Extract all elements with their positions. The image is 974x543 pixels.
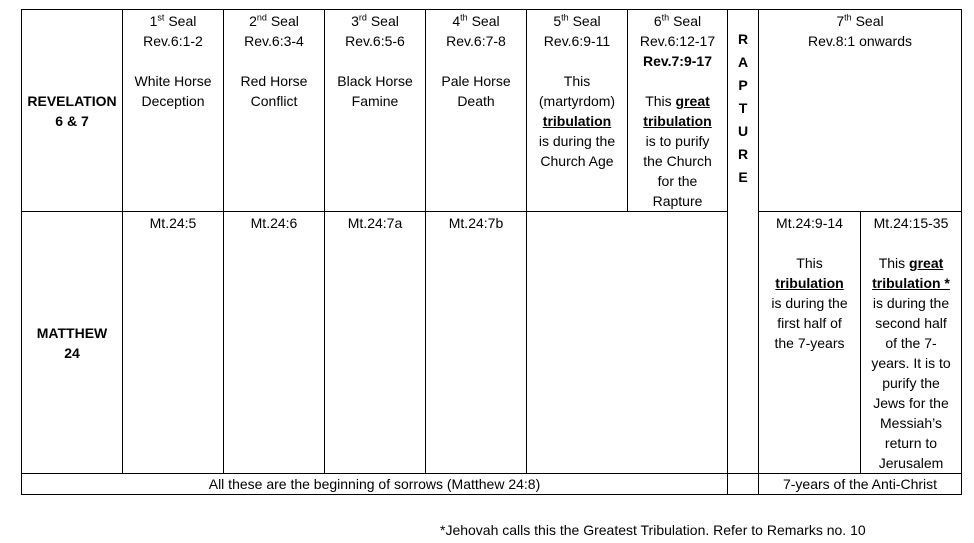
seal-3-horse: Black Horse (337, 73, 413, 89)
seal-5-title: 5th Seal (553, 12, 601, 29)
beginning-of-sorrows-text: All these are the beginning of sorrows (Matthew 24:8) (208, 476, 541, 492)
matthew-label-line1: MATTHEW (36, 324, 108, 341)
seal-1-meaning: Deception (141, 93, 205, 109)
seal-5-text: is during the (538, 133, 616, 149)
second-half-text: second half (875, 315, 947, 331)
seal-3-ref: Rev.6:5-6 (345, 33, 405, 49)
footer-right-cell (759, 474, 962, 495)
matthew-ref-cell (426, 212, 527, 474)
seal-1-cell (123, 10, 224, 212)
seal-6-tribulation: tribulation (643, 113, 712, 129)
seal-6-cell (628, 10, 728, 212)
revelation-row (22, 10, 962, 212)
first-half-text: This (796, 255, 823, 271)
rapture-letter: E (738, 169, 748, 185)
anti-christ-text: 7-years of the Anti-Christ (782, 476, 938, 492)
footer-left-cell (22, 474, 728, 495)
seal-5-ref: Rev.6:9-11 (543, 33, 611, 49)
seal-2-title: 2nd Seal (249, 12, 299, 29)
seal-4-cell (426, 10, 527, 212)
footer-spacer (728, 474, 759, 495)
second-half-ref: Mt.24:15-35 (873, 215, 949, 231)
second-half-text: of the 7- (885, 335, 937, 351)
seals-table (21, 9, 962, 495)
seal-4-meaning: Death (457, 93, 495, 109)
second-half-text: return to (884, 435, 938, 451)
seal-7-ref: Rev.8:1 onwards (807, 33, 912, 49)
rapture-column (728, 10, 759, 474)
seal-1-horse: White Horse (134, 73, 212, 89)
rapture-letter: P (738, 77, 748, 93)
rapture-letter: R (737, 31, 749, 47)
second-half-text: Jews for the (873, 395, 949, 411)
rapture-letter: U (737, 123, 749, 139)
seal-6-text: the Church (643, 153, 712, 169)
second-half-great-line: This great (878, 255, 944, 271)
rapture-letter: A (737, 54, 749, 70)
matthew-ref: Mt.24:5 (149, 215, 197, 231)
footnote: *Jehovah calls this the Greatest Tribulation. Refer to Remarks no. 10 (440, 522, 866, 538)
matthew-empty-cell (527, 212, 728, 474)
matthew-ref: Mt.24:7b (448, 215, 504, 231)
seal-6-title: 6th Seal (653, 12, 702, 29)
matthew-ref: Mt.24:6 (250, 215, 298, 231)
matthew-ref-cell (325, 212, 426, 474)
seal-4-ref: Rev.6:7-8 (446, 33, 506, 49)
seal-5-text: (martyrdom) (538, 93, 616, 109)
seal-5-text: This (563, 73, 591, 89)
second-half-text: Messiah’s (880, 415, 942, 431)
revelation-label-line2: 6 & 7 (55, 112, 89, 129)
seal-3-cell (325, 10, 426, 212)
first-half-tribulation: tribulation (775, 275, 844, 291)
seal-6-ref2: Rev.7:9-17 (642, 53, 712, 69)
seal-2-cell (224, 10, 325, 212)
rapture-letter: R (737, 146, 749, 162)
seal-5-cell (527, 10, 628, 212)
seal-2-meaning: Conflict (250, 93, 298, 109)
first-half-text: is during the (771, 295, 848, 311)
matthew-ref-cell (224, 212, 325, 474)
footer-row (22, 474, 962, 495)
second-half-text: years. It is to (871, 355, 951, 371)
seal-2-horse: Red Horse (240, 73, 308, 89)
rapture-vertical-label (728, 10, 758, 189)
seal-1-title: 1st Seal (149, 12, 197, 29)
seal-4-title: 4th Seal (452, 12, 500, 29)
second-half-text: Jerusalem (878, 455, 944, 471)
seal-3-meaning: Famine (351, 93, 399, 109)
matthew-ref-cell (123, 212, 224, 474)
seal-5-tribulation: tribulation (542, 113, 612, 129)
rapture-letter: T (738, 100, 748, 116)
seal-6-ref: Rev.6:12-17 (639, 33, 716, 49)
revelation-label-line1: REVELATION (27, 92, 117, 109)
second-half-cell (861, 212, 962, 474)
matthew-ref: Mt.24:7a (347, 215, 403, 231)
second-half-text: is during the (872, 295, 950, 311)
seal-6-great-line: This great (645, 93, 710, 109)
seal-6-text: is to purify (645, 133, 710, 149)
seal-6-text: for the (657, 173, 698, 189)
seal-1-ref: Rev.6:1-2 (143, 33, 203, 49)
first-half-ref: Mt.24:9-14 (776, 215, 843, 231)
second-half-text: purify the (882, 375, 940, 391)
matthew-label-line2: 24 (64, 344, 80, 361)
seal-4-horse: Pale Horse (441, 73, 511, 89)
seal-3-title: 3rd Seal (351, 12, 399, 29)
seal-5-text: Church Age (540, 153, 614, 169)
first-half-text: the 7-years (774, 335, 845, 351)
first-half-text: first half of (777, 315, 842, 331)
matthew-row (22, 212, 962, 474)
revelation-row-label (22, 10, 123, 212)
seal-6-text: Rapture (652, 193, 703, 209)
seal-7-cell (759, 10, 962, 212)
seal-7-title: 7th Seal (836, 12, 884, 29)
matthew-row-label (22, 212, 123, 474)
second-half-tribulation: tribulation * (872, 275, 950, 291)
seal-2-ref: Rev.6:3-4 (244, 33, 304, 49)
first-half-cell (759, 212, 861, 474)
